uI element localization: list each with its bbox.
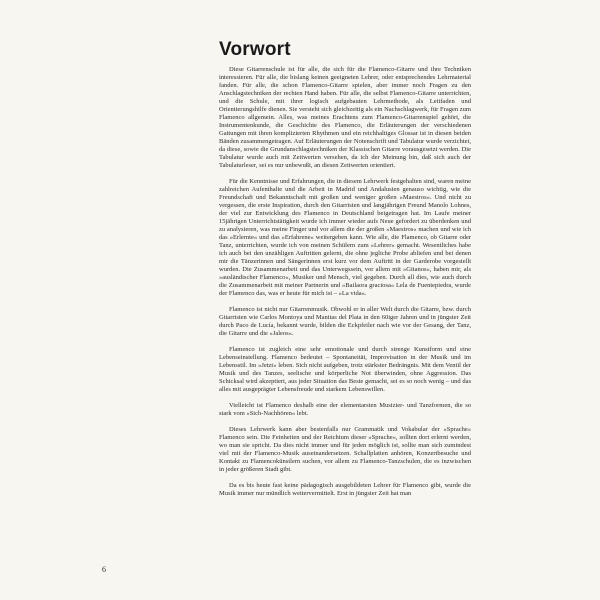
page-number: 6 xyxy=(102,565,106,574)
body-text xyxy=(219,66,471,506)
paragraph: Flamenco ist nicht nur Gitarrenmusik. Obwohl er in aller Welt durch die Gitarre, bzw. durch Gitarristen wie Carlos Montoya und Manitas del Plata in den 60iger Jahren und in jüngster Zeit durch Paco de Lucía, bekannt wurde, bilden die Eckpfeiler nach wie vor der Gesang, der Tanz, die Gitarre und die »Jaleos«. xyxy=(219,306,471,337)
paragraph: Für die Kenntnisse und Erfahrungen, die in diesem Lehrwerk festgehalten sind, waren meine zahlreichen Aufenthalte und die Arbeit in Madrid und Andalusien genauso wichtig, wie die Freundschaft und Bekanntschaft mit großen und weniger großen »Maestros«. Und nicht zu vergessen, die erste Inspiration, durch den Gitarristen und langjährigen Freund Manolo Lohnes, der viel zur Entwicklung des Flamenco in Deutschland beigetragen hat. Im Laufe meiner 15jährigen Unterrichtstätigkeit wurde ich immer wieder aufs Neue gefordert zu überdenken und zu analysieren, was meine Finger und vor allem die der großen »Maestros« machen und wie ich das »Erlernte« und das »Erfahrene« weitergeben kann. Wie alle, die Flamenco, ob Gitarre oder Tanz, unterrichten, wurde ich von meinen Schülern zum »Lehrer« gemacht. Wesentliches habe ich auch bei den unzähligen Auftritten gelernt, die ohne jegliche Probe abliefen und bei denen mir die Tänzerinnen und Sängerinnen erst kurz vor dem Auftritt in der Garderobe vorgestellt wurden. Die Zusammenarbeit und das Unterwegssein, vor allem mit »Gitanos«, haben mir, als »ausländischer Flamenco«, Musiker und Mensch, viel gegeben. Durch all dies, wie auch durch die Zusammenarbeit mit meiner Partnerin und »Bailaora graciosa« Lela de Fuentepiedra, wurde der Flamenco das, was er heute für mich ist – »La vida«. xyxy=(219,178,471,297)
paragraph: Da es bis heute fast keine pädagogisch ausgebildeten Lehrer für Flamenco gibt, wurde die Musik immer nur mündlich weitervermittelt. Erst in jüngster Zeit hat man xyxy=(219,482,471,497)
page-title: Vorwort xyxy=(219,39,291,60)
paragraph: Vielleicht ist Flamenco deshalb eine der elementarsten Musizier- und Tanzformen, die so stark vom »Sich-Nachhören« lebt. xyxy=(219,402,471,417)
paragraph: Diese Gitarrenschule ist für alle, die sich für die Flamenco-Gitarre und ihre Techniken interessieren. Für alle, die bislang keinen geeigneten Lehrer, oder entsprechendes Lehrmaterial fanden. Für alle, die schon Flamenco-Gitarre spielen, aber immer noch Fragen zu den Anschlagstechniken der rechten Hand haben. Für alle, die selbst Flamenco-Gitarre unterrichten, und die Schule, mit ihrer logisch aufgebauten Lehrmethode, als Leitfaden und Orientierungshilfe dienen. Sie versteht sich gleichzeitig als ein Nachschlagwerk, für Fragen zum Flamenco allgemein. Alles, was meines Erachtens zum Flamenco-Gitarrenspiel gehört, die Instrumentenkunde, die Geschichte des Flamenco, die Erläuterungen der verschiedenen Gattungen mit ihren komplizierten Rhythmen und ein reichhaltiges Glossar ist in diesen beiden Bänden zusammengetragen. Auf Erläuterungen der Notenschrift und Tabulatur wurde verzichtet, da diese, sowie die Grundanschlagstechniken der Klassischen Gitarre vorausgesetzt werden. Die Tabulatur wurde auch mit Zeitwerten versehen, da ich der Meinung bin, daß sich auch der Tabulaturleser, sei es nur unbewußt, an diesen Zeitwerten orientiert. xyxy=(219,66,471,169)
paragraph: Flamenco ist zugleich eine sehr emotionale und durch strenge Kunstform und eine Lebenseinstellung. Flamenco bedeutet – Spontaneität, Improvisation in der Musik und im Lebensstil. Im »Jetzt« leben. Sich nicht aufgeben, trotz stärkster Bedrängnis. Mit dem Ventil der Musik und des Tanzes, seelische und körperliche Not überwinden, ohne Aggression. Das Schicksal wird akzeptiert, aus jeder Situation das Beste gemacht, sei es so noch wenig – und das alles mit ausgeprägter Lebensfreude und starkem Lebenswillen. xyxy=(219,346,471,393)
paragraph: Dieses Lehrwerk kann aber bestenfalls nur Grammatik und Vokabular der »Sprache« Flamenco sein. Die Feinheiten und der Reichtum dieser »Sprache«, sollten dort erlernt werden, wo man sie spricht. Da dies nicht immer und für jeden möglich ist, sollte man sich zumindest viel mit der Flamenco-Musik auseinandersetzen. Schallplatten anhören, Konzertbesuche und Kontakt zu Flamencokünstlern suchen, vor allem zu Flamenco-Tanzschulen, die es inzwischen in jeder größeren Stadt gibt. xyxy=(219,426,471,473)
